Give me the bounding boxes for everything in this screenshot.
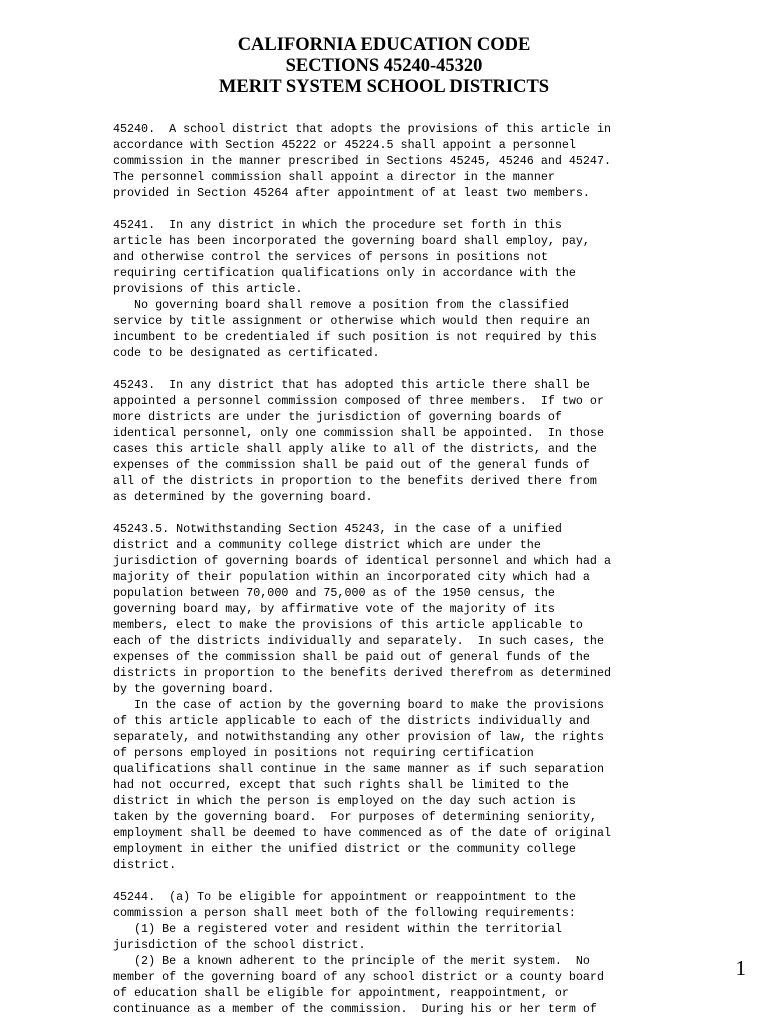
text-line: employment shall be deemed to have commenced as of the date of original bbox=[113, 826, 611, 840]
text-line: qualifications shall continue in the same manner as if such separation bbox=[113, 762, 604, 776]
section-paragraph bbox=[113, 121, 753, 201]
text-line: members, elect to make the provisions of this article applicable to bbox=[113, 618, 583, 632]
text-line: (1) Be a registered voter and resident within the territorial bbox=[113, 922, 562, 936]
section-paragraph bbox=[113, 217, 753, 361]
text-line: 45240. A school district that adopts the provisions of this article in bbox=[113, 122, 611, 136]
text-line: article has been incorporated the governing board shall employ, pay, bbox=[113, 234, 590, 248]
text-line: taken by the governing board. For purposes of determining seniority, bbox=[113, 810, 597, 824]
text-line: jurisdiction of governing boards of identical personnel and which had a bbox=[113, 554, 611, 568]
text-line: appointed a personnel commission composed of three members. If two or bbox=[113, 394, 604, 408]
text-line: 45243.5. Notwithstanding Section 45243, in the case of a unified bbox=[113, 522, 562, 536]
text-line: all of the districts in proportion to the benefits derived there from bbox=[113, 474, 597, 488]
text-line: cases this article shall apply alike to all of the districts, and the bbox=[113, 442, 597, 456]
text-line: governing board may, by affirmative vote of the majority of its bbox=[113, 602, 555, 616]
header-sections: SECTIONS 45240-45320 bbox=[285, 56, 483, 76]
text-line: provided in Section 45264 after appointment of at least two members. bbox=[113, 186, 590, 200]
header-title: CALIFORNIA EDUCATION CODE bbox=[237, 35, 531, 55]
text-line: expenses of the commission shall be paid out of the general funds of bbox=[113, 458, 590, 472]
text-line: provisions of this article. bbox=[113, 282, 303, 296]
header-subtitle: MERIT SYSTEM SCHOOL DISTRICTS bbox=[218, 77, 550, 97]
text-line: continuance as a member of the commission. During his or her term of bbox=[113, 1002, 597, 1016]
text-line: district in which the person is employed on the day such action is bbox=[113, 794, 576, 808]
text-line: service by title assignment or otherwise which would then require an bbox=[113, 314, 590, 328]
section-paragraph bbox=[113, 889, 753, 1017]
text-line: In the case of action by the governing board to make the provisions bbox=[113, 698, 604, 712]
text-line: member of the governing board of any school district or a county board bbox=[113, 970, 604, 984]
page-number: 1 bbox=[735, 956, 746, 980]
text-line: jurisdiction of the school district. bbox=[113, 938, 366, 952]
text-line: of persons employed in positions not requiring certification bbox=[113, 746, 534, 760]
text-line: and otherwise control the services of persons in positions not bbox=[113, 250, 548, 264]
text-line: as determined by the governing board. bbox=[113, 490, 373, 504]
text-line: 45243. In any district that has adopted this article there shall be bbox=[113, 378, 590, 392]
text-line: had not occurred, except that such rights shall be limited to the bbox=[113, 778, 569, 792]
text-line: 45241. In any district in which the procedure set forth in this bbox=[113, 218, 562, 232]
text-line: incumbent to be credentialed if such position is not required by this bbox=[113, 330, 597, 344]
text-line: No governing board shall remove a position from the classified bbox=[113, 298, 569, 312]
text-line: requiring certification qualifications only in accordance with the bbox=[113, 266, 576, 280]
text-line: commission a person shall meet both of the following requirements: bbox=[113, 906, 576, 920]
text-line: each of the districts individually and separately. In such cases, the bbox=[113, 634, 604, 648]
text-line: The personnel commission shall appoint a director in the manner bbox=[113, 170, 555, 184]
text-line: districts in proportion to the benefits derived therefrom as determined bbox=[113, 666, 611, 680]
text-line: code to be designated as certificated. bbox=[113, 346, 380, 360]
text-line: 45244. (a) To be eligible for appointment or reappointment to the bbox=[113, 890, 576, 904]
text-line: by the governing board. bbox=[113, 682, 275, 696]
text-line: of education shall be eligible for appointment, reappointment, or bbox=[113, 986, 569, 1000]
document-header bbox=[0, 35, 768, 98]
text-line: majority of their population within an incorporated city which had a bbox=[113, 570, 590, 584]
document-body bbox=[113, 121, 753, 1033]
text-line: expenses of the commission shall be paid out of general funds of the bbox=[113, 650, 590, 664]
text-line: district and a community college district which are under the bbox=[113, 538, 541, 552]
text-line: more districts are under the jurisdiction of governing boards of bbox=[113, 410, 562, 424]
text-line: accordance with Section 45222 or 45224.5 shall appoint a personnel bbox=[113, 138, 576, 152]
text-line: population between 70,000 and 75,000 as of the 1950 census, the bbox=[113, 586, 555, 600]
section-paragraph bbox=[113, 377, 753, 505]
text-line: identical personnel, only one commission shall be appointed. In those bbox=[113, 426, 604, 440]
text-line: district. bbox=[113, 858, 177, 872]
section-paragraph bbox=[113, 521, 753, 873]
text-line: (2) Be a known adherent to the principle of the merit system. No bbox=[113, 954, 590, 968]
text-line: employment in either the unified district or the community college bbox=[113, 842, 576, 856]
text-line: separately, and notwithstanding any other provision of law, the rights bbox=[113, 730, 604, 744]
text-line: commission in the manner prescribed in Sections 45245, 45246 and 45247. bbox=[113, 154, 611, 168]
text-line: of this article applicable to each of the districts individually and bbox=[113, 714, 590, 728]
